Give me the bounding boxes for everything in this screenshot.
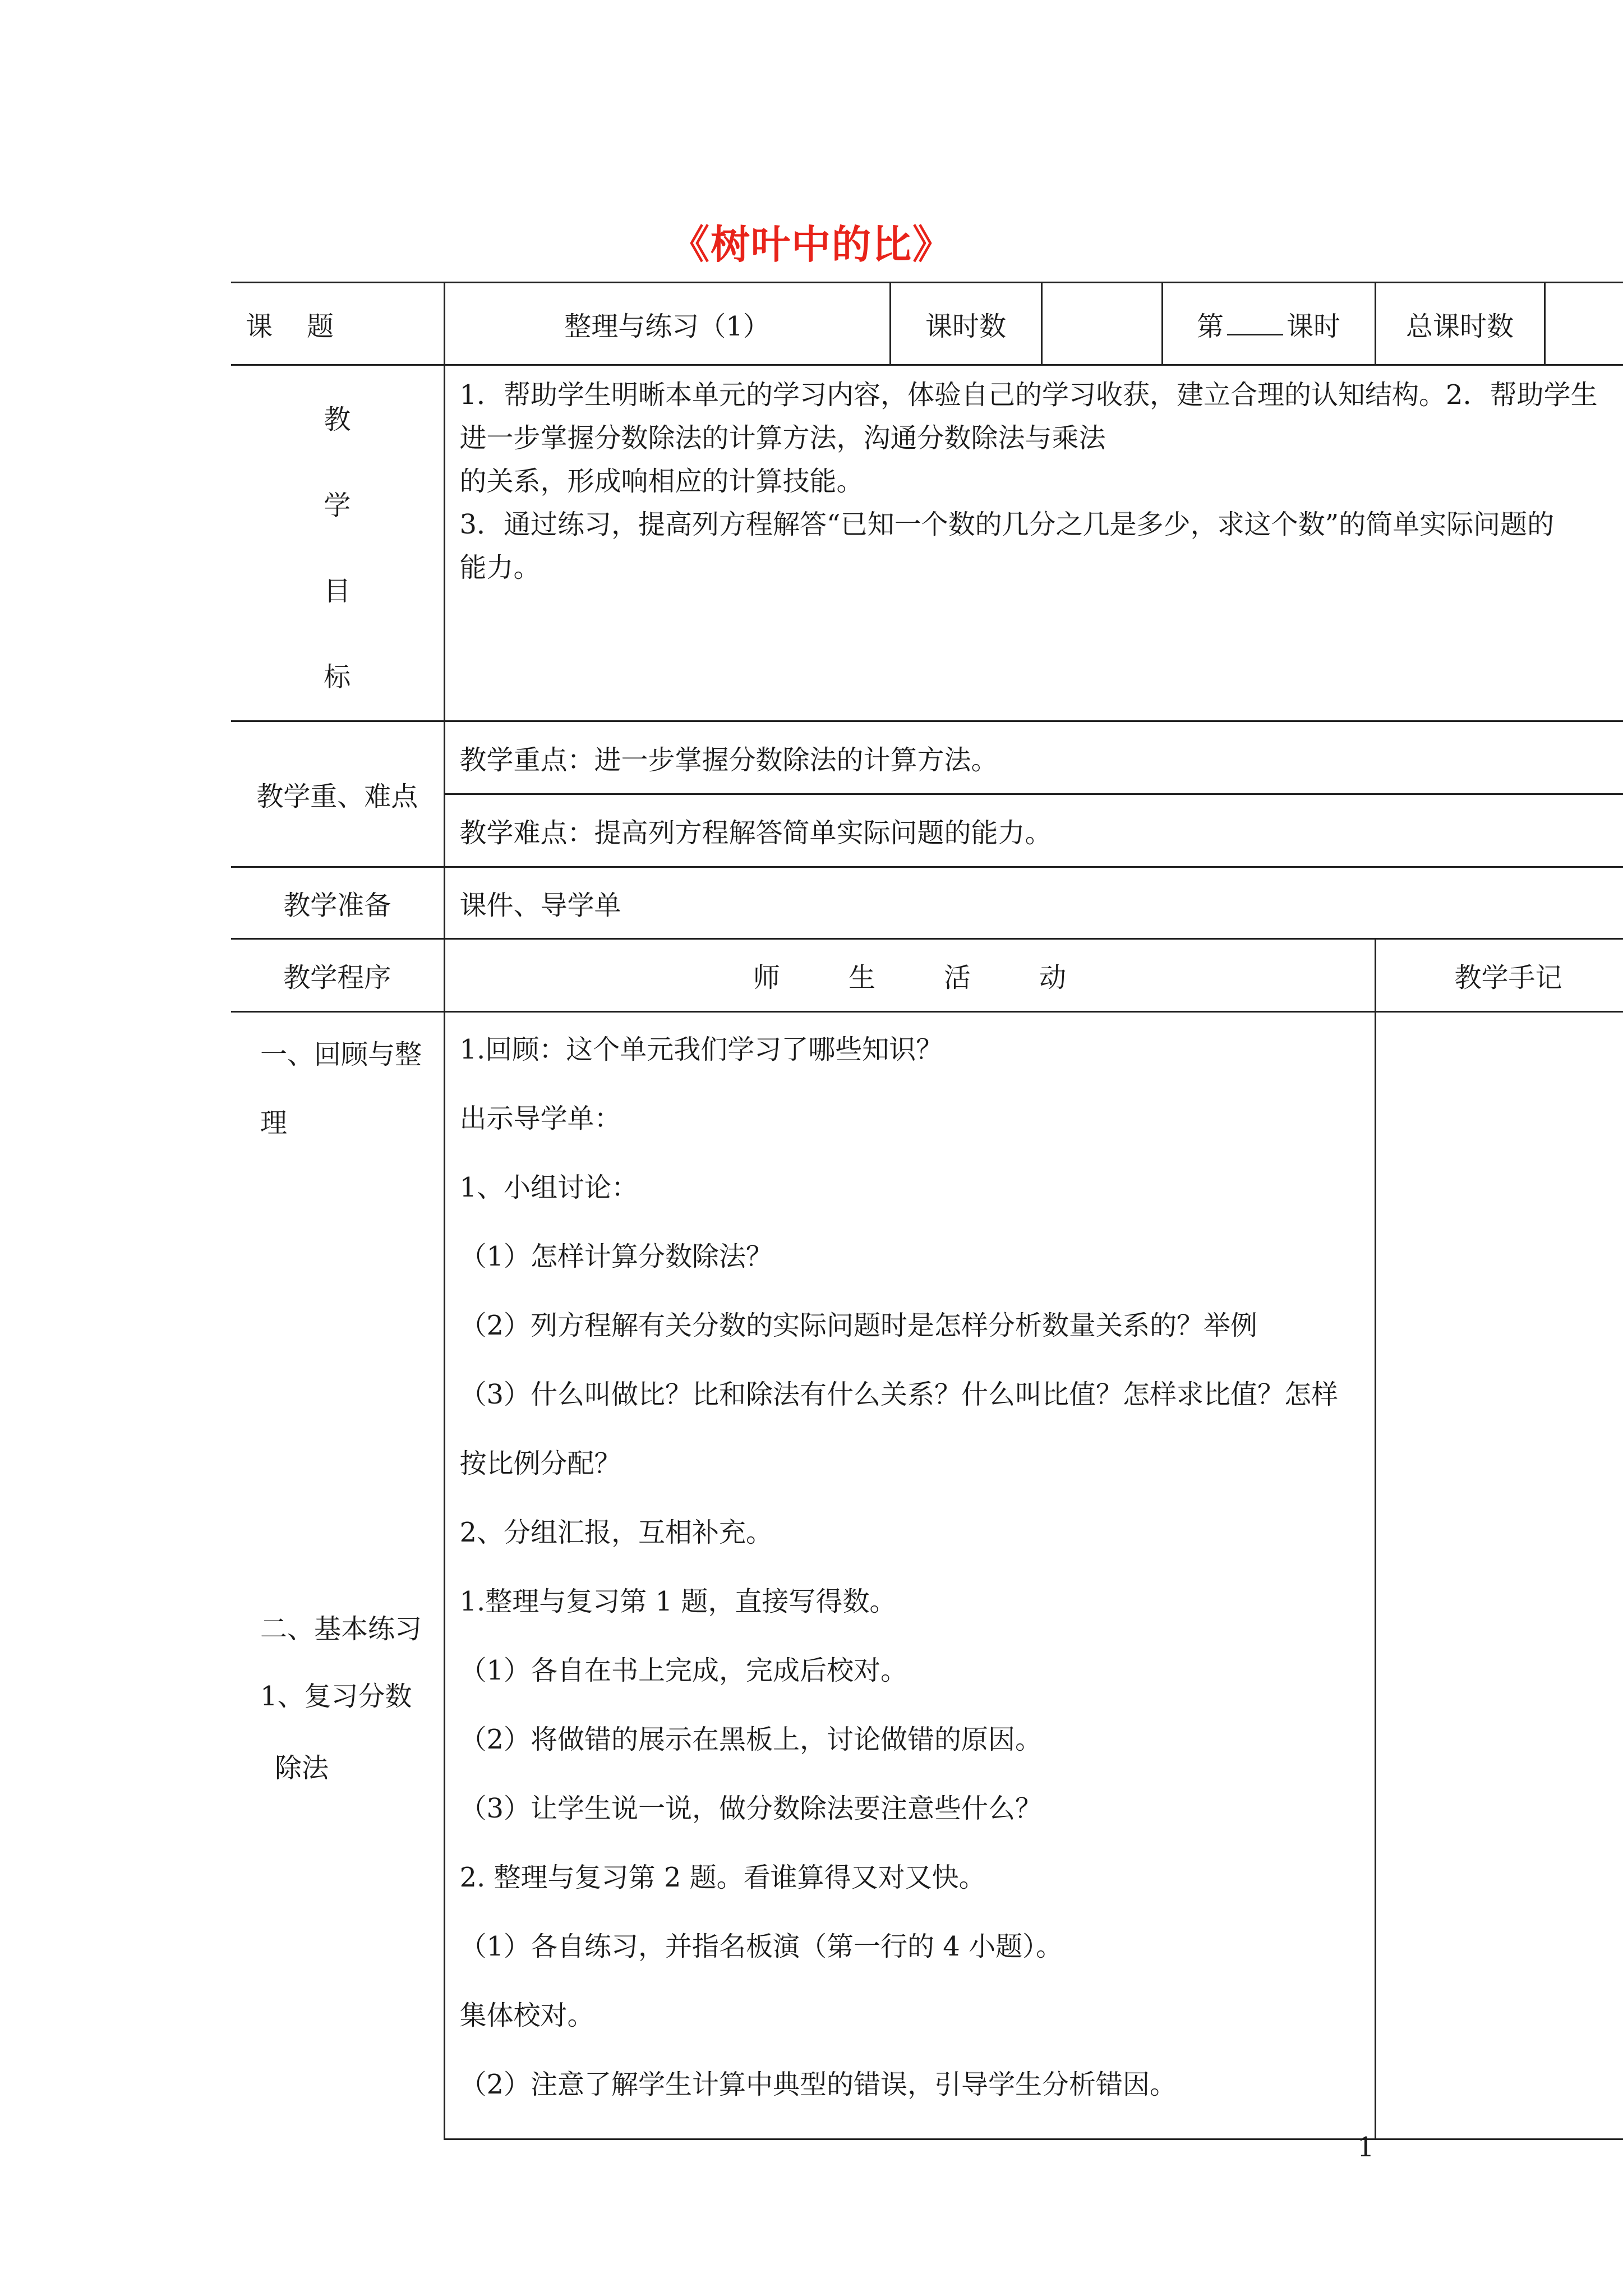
activity-line: 2、分组汇报，互相补充。 bbox=[459, 1517, 773, 1548]
activity-line: （3）什么叫做比？比和除法有什么关系？什么叫比值？怎样求比值？怎样 bbox=[459, 1379, 1339, 1410]
goal-line: 1．帮助学生明晰本单元的学习内容，体验自己的学习收获，建立合理的认知结构。2．帮助学生 bbox=[459, 379, 1598, 411]
notes-content bbox=[1375, 1012, 1623, 2139]
lesson-suffix: 课时 bbox=[1287, 310, 1341, 342]
goals-label-char: 目 bbox=[324, 576, 351, 607]
section-division-review: 1、复习分数 bbox=[260, 1681, 412, 1712]
key-focus-text: 教学重点：进一步掌握分数除法的计算方法。 bbox=[444, 721, 1623, 794]
section-basic-practice: 二、基本练习 bbox=[260, 1613, 422, 1645]
procedure-body-row bbox=[231, 1012, 1623, 2139]
activity-line: （3）让学生说一说，做分数除法要注意些什么？ bbox=[459, 1793, 1043, 1824]
lesson-number-cell bbox=[1162, 283, 1375, 365]
topic-label: 课 题 bbox=[231, 283, 444, 365]
activities-header: 师 生 活 动 bbox=[444, 939, 1375, 1012]
preparation-value: 课件、导学单 bbox=[444, 867, 1623, 939]
key-difficulty-text: 教学难点：提高列方程解答简单实际问题的能力。 bbox=[444, 794, 1623, 867]
page-number: 1 bbox=[1357, 2132, 1375, 2163]
section-division-review-cont: 除法 bbox=[275, 1752, 329, 1784]
goal-line: 的关系，形成响相应的计算技能。 bbox=[459, 466, 864, 497]
lesson-plan-table bbox=[231, 282, 1623, 2140]
hours-value bbox=[1041, 283, 1162, 365]
goal-line: 3．通过练习，提高列方程解答“已知一个数的几分之几是多少，求这个数”的简单实际问题的 bbox=[459, 509, 1555, 540]
activity-line: （1）怎样计算分数除法？ bbox=[459, 1241, 773, 1272]
activity-line: 出示导学单： bbox=[459, 1103, 621, 1134]
activity-line: 集体校对。 bbox=[459, 2000, 594, 2031]
activity-line: （2）列方程解有关分数的实际问题时是怎样分析数量关系的？举例 bbox=[459, 1310, 1258, 1341]
activity-line: 1.整理与复习第 1 题，直接写得数。 bbox=[459, 1586, 897, 1617]
hours-label: 课时数 bbox=[890, 283, 1041, 365]
goals-label-char: 教 bbox=[324, 404, 351, 435]
goal-line: 进一步掌握分数除法的计算方法，沟通分数除法与乘法 bbox=[459, 422, 1106, 454]
lesson-number-blank bbox=[1227, 309, 1283, 335]
procedure-label: 教学程序 bbox=[231, 939, 444, 1012]
document-title: 《树叶中的比》 bbox=[670, 221, 953, 268]
total-hours-label: 总课时数 bbox=[1375, 283, 1544, 365]
activities-content bbox=[444, 1012, 1375, 2139]
activity-line: 1.回顾：这个单元我们学习了哪些知识？ bbox=[459, 1034, 943, 1065]
total-hours-value bbox=[1544, 283, 1623, 365]
activity-line: （1）各自在书上完成，完成后校对。 bbox=[459, 1655, 908, 1686]
goals-label-char: 标 bbox=[324, 661, 351, 693]
notes-header: 教学手记 bbox=[1375, 939, 1623, 1012]
key-points-label: 教学重、难点 bbox=[231, 721, 444, 867]
goals-label bbox=[231, 365, 444, 721]
activity-line: （2）将做错的展示在黑板上，讨论做错的原因。 bbox=[459, 1724, 1043, 1755]
topic-value: 整理与练习（1） bbox=[444, 283, 890, 365]
activity-line: （1）各自练习，并指名板演（第一行的 4 小题）。 bbox=[459, 1931, 1063, 1962]
goals-content bbox=[444, 365, 1623, 721]
activity-line: 1、小组讨论： bbox=[459, 1172, 639, 1203]
goal-line: 能力。 bbox=[459, 552, 541, 583]
preparation-label: 教学准备 bbox=[231, 867, 444, 939]
procedure-header-row bbox=[231, 939, 1623, 1012]
preparation-row bbox=[231, 867, 1623, 939]
activity-line: 2. 整理与复习第 2 题。看谁算得又对又快。 bbox=[459, 1862, 986, 1893]
activity-line: 按比例分配？ bbox=[459, 1448, 621, 1479]
section-review-cont: 理 bbox=[260, 1107, 288, 1139]
procedure-sections bbox=[231, 1012, 444, 2139]
section-review: 一、回顾与整 bbox=[260, 1039, 422, 1070]
lesson-prefix: 第 bbox=[1196, 310, 1224, 342]
key-focus-row bbox=[231, 721, 1623, 794]
activity-line: （2）注意了解学生计算中典型的错误，引导学生分析错因。 bbox=[459, 2069, 1177, 2100]
goals-label-char: 学 bbox=[324, 490, 351, 521]
header-row bbox=[231, 283, 1623, 365]
goals-row bbox=[231, 365, 1623, 721]
